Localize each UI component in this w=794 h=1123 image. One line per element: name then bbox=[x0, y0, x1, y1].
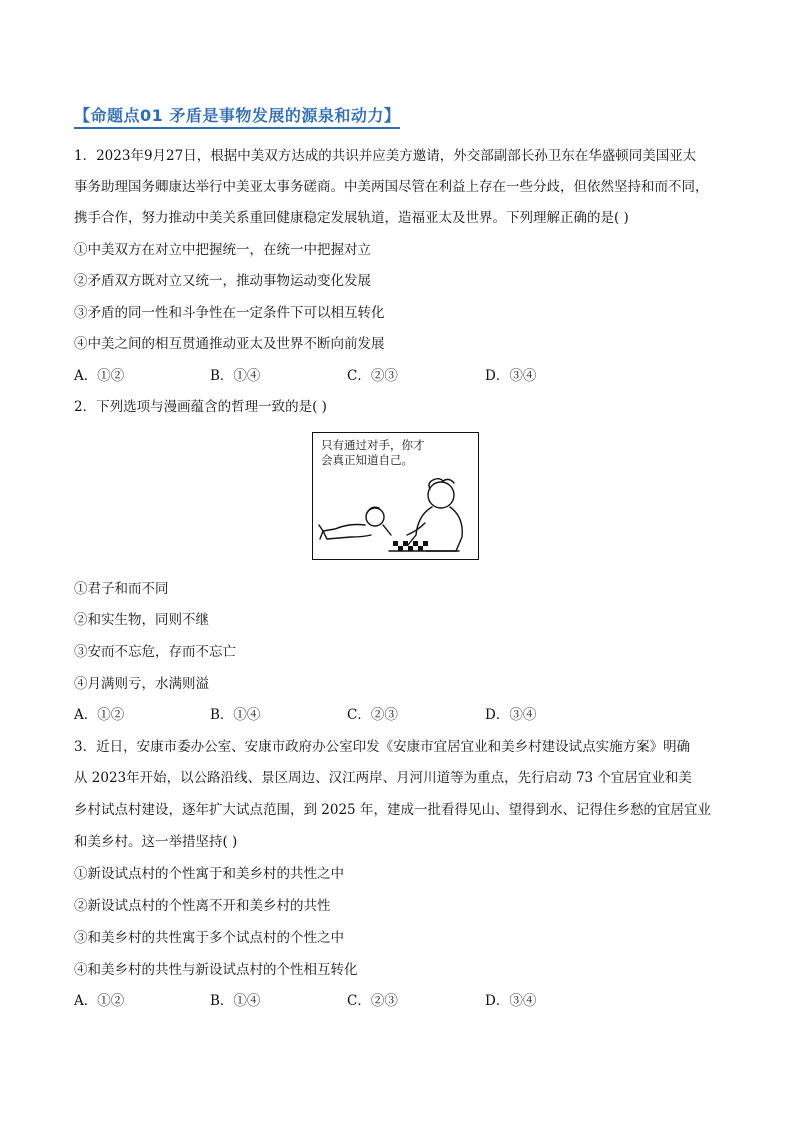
q1-option-b: B．①④ bbox=[210, 368, 261, 384]
q2-option-d: D．③④ bbox=[485, 707, 537, 723]
q2-item-2: ②和实生物，同则不继 bbox=[74, 612, 209, 628]
child-body bbox=[323, 525, 371, 540]
q1-option-d: D．③④ bbox=[485, 368, 537, 384]
q2-option-a: A．①② bbox=[74, 707, 125, 723]
q2-item-3: ③安而不忘危，存而不忘亡 bbox=[74, 644, 236, 660]
q3-item-4: ④和美乡村的共性与新设试点村的个性相互转化 bbox=[74, 962, 358, 978]
q1-item-1: ①中美双方在对立中把握统一，在统一中把握对立 bbox=[74, 242, 371, 258]
adult-body-left bbox=[408, 507, 432, 545]
q1-stem-line-1: 1．2023年9月27日，根据中美双方达成的共识并应美方邀请，外交部副部长孙卫东在华盛顿同美国亚太 bbox=[74, 148, 697, 164]
adult-body-right bbox=[426, 507, 462, 551]
adult-hair bbox=[429, 479, 454, 489]
q2-item-1: ①君子和而不同 bbox=[74, 581, 169, 597]
q3-option-b: B．①④ bbox=[210, 993, 261, 1009]
q1-item-3: ③矛盾的同一性和斗争性在一定条件下可以相互转化 bbox=[74, 305, 385, 321]
q1-option-c: C．②③ bbox=[347, 368, 398, 384]
q3-stem-line-1: 3．近日，安康市委办公室、安康市政府办公室印发《安康市宜居宜业和美乡村建设试点实施方案》明确 bbox=[74, 739, 691, 755]
q2-item-4: ④月满则亏，水满则溢 bbox=[74, 676, 209, 692]
q1-item-2: ②矛盾双方既对立又统一，推动事物运动变化发展 bbox=[74, 273, 371, 289]
q2-option-b: B．①④ bbox=[210, 707, 261, 723]
q3-item-2: ②新设试点村的个性离不开和美乡村的共性 bbox=[74, 898, 331, 914]
adult-head bbox=[428, 482, 454, 508]
q3-stem-line-2: 从 2023年开始，以公路沿线、景区周边、汉江两岸、月河川道等为重点，先行启动 73 个宜居宜业和美 bbox=[74, 770, 692, 786]
q1-stem-line-3: 携手合作，努力推动中美关系重回健康稳定发展轨道，造福亚太及世界。下列理解正确的是( ) bbox=[74, 210, 629, 226]
q3-option-a: A．①② bbox=[74, 993, 125, 1009]
child-arm bbox=[383, 525, 391, 535]
cartoon-image bbox=[312, 432, 479, 560]
q3-option-c: C．②③ bbox=[347, 993, 398, 1009]
section-heading: 【命题点01 矛盾是事物发展的源泉和动力】 bbox=[74, 103, 400, 129]
q1-option-a: A．①② bbox=[74, 368, 125, 384]
child-feet bbox=[319, 525, 323, 539]
q3-item-1: ①新设试点村的个性寓于和美乡村的共性之中 bbox=[74, 866, 344, 882]
q2-option-c: C．②③ bbox=[347, 707, 398, 723]
q1-stem-line-2: 事务助理国务卿康达举行中美亚太事务磋商。中美两国尽管在利益上存在一些分歧，但依然坚持和而不同， bbox=[74, 179, 709, 195]
q2-stem: 2．下列选项与漫画蕴含的哲理一致的是( ) bbox=[74, 399, 327, 415]
q3-option-d: D．③④ bbox=[485, 993, 537, 1009]
q3-stem-line-4: 和美乡村。这一举措坚持( ) bbox=[74, 834, 238, 850]
q3-stem-line-3: 乡村试点村建设，逐年扩大试点范围，到 2025 年，建成一批看得见山、望得到水、记得住乡愁的宜居宜业 bbox=[74, 802, 711, 818]
child-hair bbox=[367, 507, 379, 513]
q3-item-3: ③和美乡村的共性寓于多个试点村的个性之中 bbox=[74, 930, 344, 946]
cartoon-caption: 只有通过对手，你才 会真正知道自己。 bbox=[321, 438, 425, 467]
q1-item-4: ④中美之间的相互贯通推动亚太及世界不断向前发展 bbox=[74, 336, 385, 352]
